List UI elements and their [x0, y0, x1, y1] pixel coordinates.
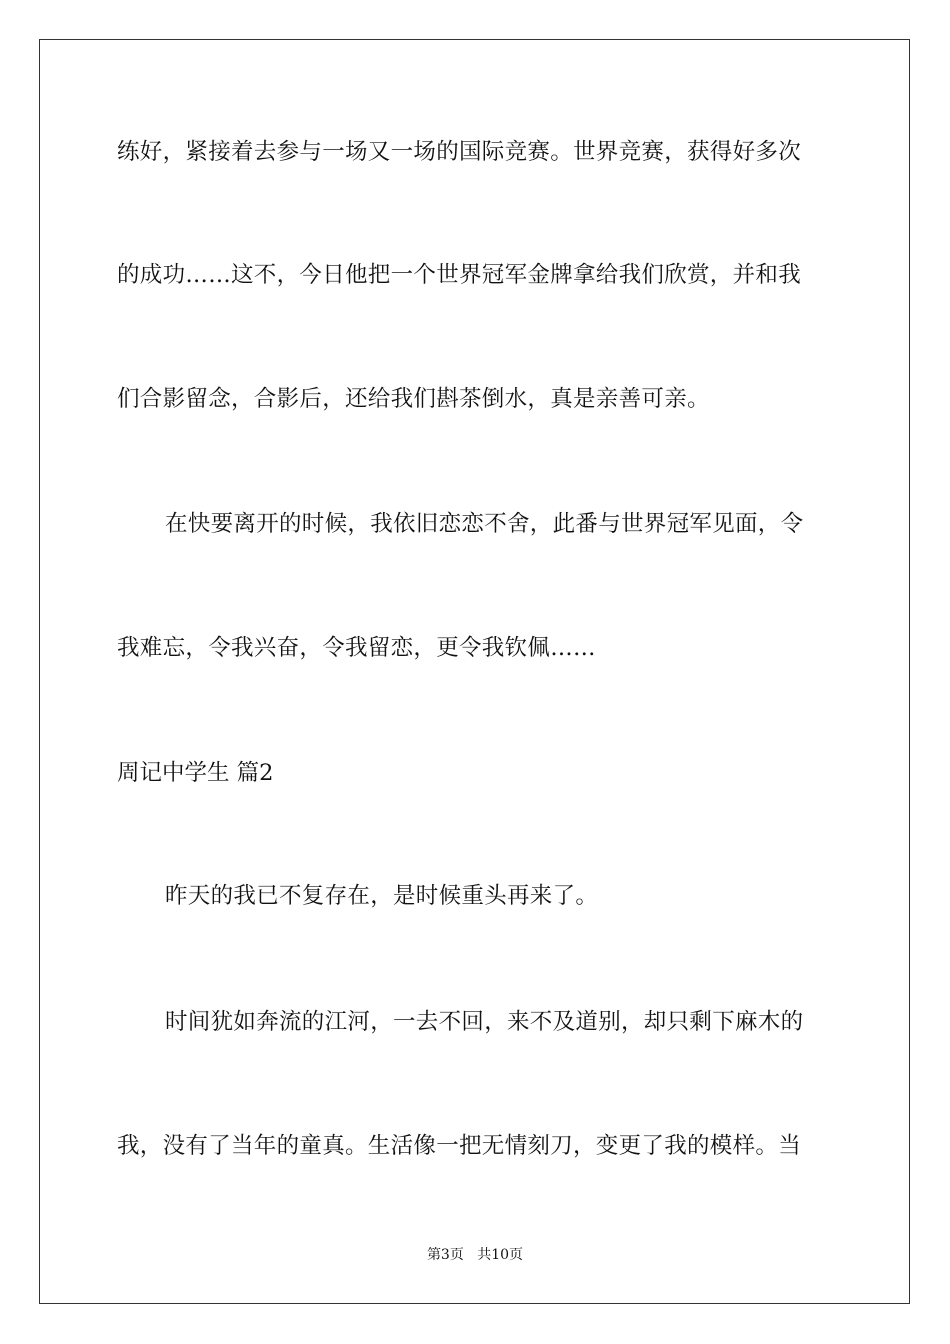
text-line: 时间犹如奔流的江河，一去不回，来不及道别，却只剩下麻木的 — [165, 1009, 804, 1035]
section-heading: 周记中学生 篇2 — [117, 760, 274, 786]
text-line: 的成功……这不，今日他把一个世界冠军金牌拿给我们欣赏，并和我 — [117, 262, 802, 288]
text-line: 在快要离开的时候，我依旧恋恋不舍，此番与世界冠军见面，令 — [165, 511, 804, 537]
text-line: 昨天的我已不复存在，是时候重头再来了。 — [165, 883, 599, 909]
page-border — [39, 39, 910, 1304]
text-line: 们合影留念，合影后，还给我们斟茶倒水，真是亲善可亲。 — [117, 386, 710, 412]
text-line: 练好，紧接着去参与一场又一场的国际竞赛。世界竞赛，获得好多次 — [117, 139, 802, 165]
page-footer — [0, 1245, 950, 1265]
page-total: 共10页 — [477, 1247, 524, 1263]
text-line: 我，没有了当年的童真。生活像一把无情刻刀，变更了我的模样。当 — [117, 1133, 802, 1159]
text-line: 我难忘，令我兴奋，令我留恋，更令我钦佩…… — [117, 635, 596, 661]
page-number: 第3页 — [426, 1247, 464, 1263]
